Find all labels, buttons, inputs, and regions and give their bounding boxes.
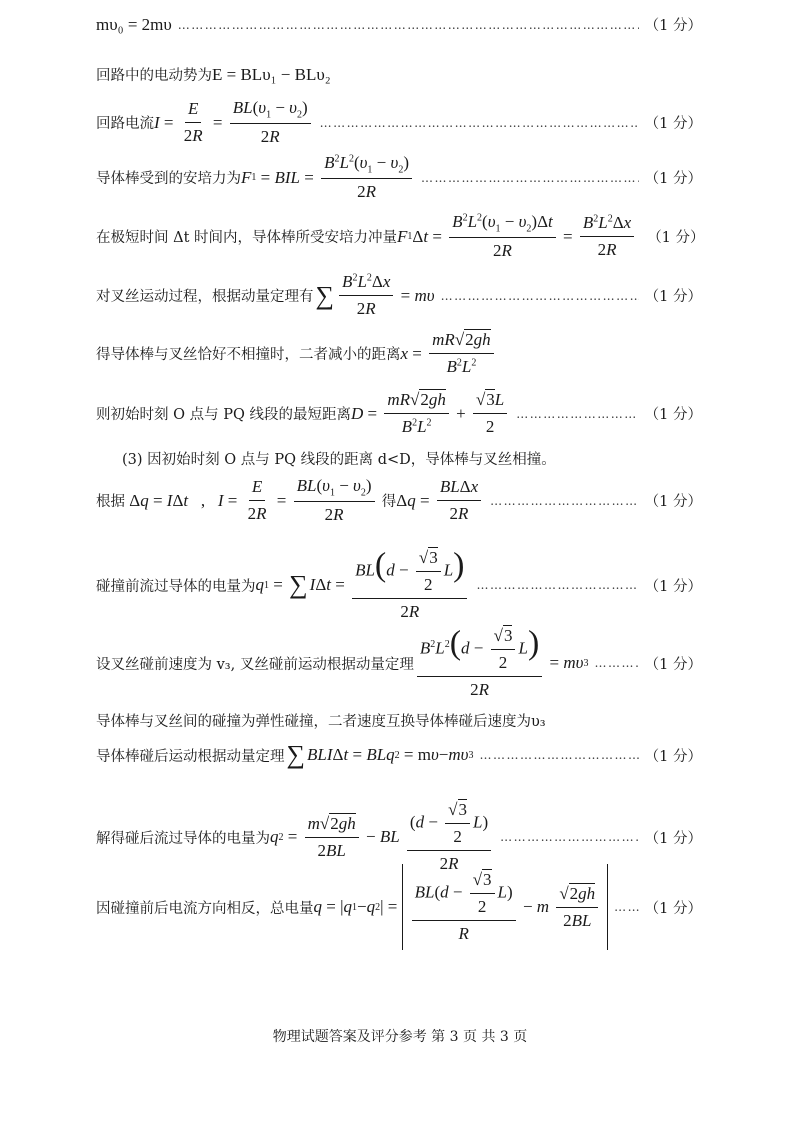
leader-dots (178, 18, 639, 32)
score-label: （1 分） (644, 656, 702, 673)
line-text: 导体棒与叉丝间的碰撞为弹性碰撞，二者速度互换导体棒碰后速度为υ₃ (96, 714, 546, 730)
equation-line-8 (96, 390, 702, 437)
leader-dots (614, 900, 639, 914)
equation-line-15 (96, 800, 702, 874)
leader-dots (320, 116, 639, 130)
line-text: 碰撞前流过导体的电量为 (96, 578, 256, 595)
equation-line-13 (96, 710, 702, 731)
score-label: （1 分） (644, 578, 702, 595)
formula-q2: q 2 = $\frac{m√2gh}{2BL}$ − BL (d − $\frac{√3}{2}$ L) 2R (270, 800, 494, 874)
score-label: （1 分） (644, 748, 702, 765)
leader-dots (421, 171, 639, 185)
formula-current: I = $\frac{E}{2R}$ = $\frac{BL(\upsilon_1 - \upsilon_2)}{2R}$ (154, 98, 314, 147)
equation-line-11 (96, 548, 702, 622)
score-label: （1 分） (644, 407, 702, 423)
leader-dots (500, 830, 639, 844)
formula-rod-momentum: ∑ BLI Δ t = BLq 2 = m υ − mυ 3 (286, 740, 474, 769)
line-text: 根据 (96, 494, 125, 511)
formula-impulse: F 1 Δ t = $\frac{B^2L^2(\upsilon_1 - \upsilon_2)\Delta t}{2R}$ = $\frac{B^2L^2\Delta x}{2R}$ (397, 212, 637, 261)
leader-dots (441, 289, 639, 303)
line-text: 得导体棒与叉丝恰好不相撞时，二者减小的距离 (96, 347, 401, 363)
line-text: 导体棒受到的安培力为 (96, 171, 241, 188)
leader-dots (490, 494, 639, 508)
line-text: 则初始时刻 O 点与 PQ 线段的最短距离 (96, 407, 351, 423)
line-text: 因碰撞前后电流方向相反，总电量 (96, 900, 314, 917)
formula-min-distance: D = $\frac{mR√2gh}{B^2L^2}$ + $\frac{√3L}{2}$ (351, 390, 510, 437)
score-label: （1 分） (647, 230, 705, 247)
equation-line-3 (96, 98, 702, 147)
leader-dots (516, 407, 638, 421)
leader-dots (476, 578, 638, 592)
line-text: 对叉丝运动过程，根据动量定理有 (96, 289, 314, 305)
formula-q1: q 1 = ∑ I Δ t = BL(d − $\frac{√3}{2}$ L) 2R (256, 548, 471, 622)
line-text: 解得碰后流过导体的电量为 (96, 830, 270, 847)
line-text-2: 得 (381, 494, 397, 511)
leader-dots (479, 748, 638, 762)
equation-line-7 (96, 330, 702, 377)
score-label: （1 分） (644, 289, 702, 305)
formula-total-q: q = | q 1 − q 2 | = BL(d − $\frac{√3}{2}$ L) R − m $\frac{√2gh}{2BL}$ (314, 864, 609, 950)
equation-line-14 (96, 740, 702, 770)
equation-line-6 (96, 272, 702, 319)
formula-momentum: mυ₀ = 2mυ (96, 14, 172, 34)
equation-line-16 (96, 864, 702, 950)
line-text: 设叉丝碰前速度为 v₃, 叉丝碰前运动根据动量定理 (96, 656, 414, 673)
equation-line-2 (96, 64, 702, 85)
formula-dq: Δ q = I Δ t , I = $\frac{E}{2R}$ = $\frac{BL(\upsilon_1 - \upsilon_2)}{2R}$ (125, 476, 382, 525)
formula-emf: E = BLυ₁ − BLυ₂ (212, 64, 331, 84)
equation-line-1 (96, 14, 702, 35)
line-text: 在极短时间 Δt 时间内，导体棒所受安培力冲量 (96, 230, 398, 247)
line-text: 回路中的电动势为 (96, 68, 212, 84)
score-label: （1 分） (644, 830, 702, 847)
score-label: （1 分） (644, 494, 702, 511)
line-text: (3) 因初始时刻 O 点与 PQ 线段的距离 d<D，导体棒与叉丝相撞。 (122, 452, 556, 468)
score-label: （1 分） (644, 116, 702, 133)
formula-dq-result: Δ q = $\frac{\text{BLΔx}}{2R}$ (396, 477, 484, 524)
formula-fork-momentum: $B^2L^2(d$ − $\frac{√3}{2}$ L) 2R = mυ 3 (414, 626, 589, 700)
score-label: （1 分） (644, 171, 702, 188)
line-text: 回路电流 (96, 116, 154, 133)
equation-line-4 (96, 153, 702, 202)
formula-momentum-sum: ∑ $\frac{B^2L^2\Delta x}{2R}$ = mυ (315, 272, 435, 318)
section-3-intro (122, 448, 702, 469)
score-label: （1 分） (644, 900, 702, 917)
leader-dots (594, 656, 638, 670)
equation-line-5 (96, 212, 705, 261)
equation-line-12 (96, 626, 702, 700)
page-footer: 物理试题答案及评分参考 第 3 页 共 3 页 (272, 1029, 528, 1045)
score-label: （1 分） (644, 18, 702, 34)
line-text: 导体棒碰后运动根据动量定理 (96, 748, 285, 765)
equation-line-10 (96, 476, 702, 525)
formula-ampere-force: F 1 = BIL = $\frac{B^2L^2(\upsilon_1 - \upsilon_2)}{2R}$ (241, 153, 415, 202)
formula-distance-x: x = $\frac{mR√2gh}{B^2L^2}$ (401, 330, 497, 377)
